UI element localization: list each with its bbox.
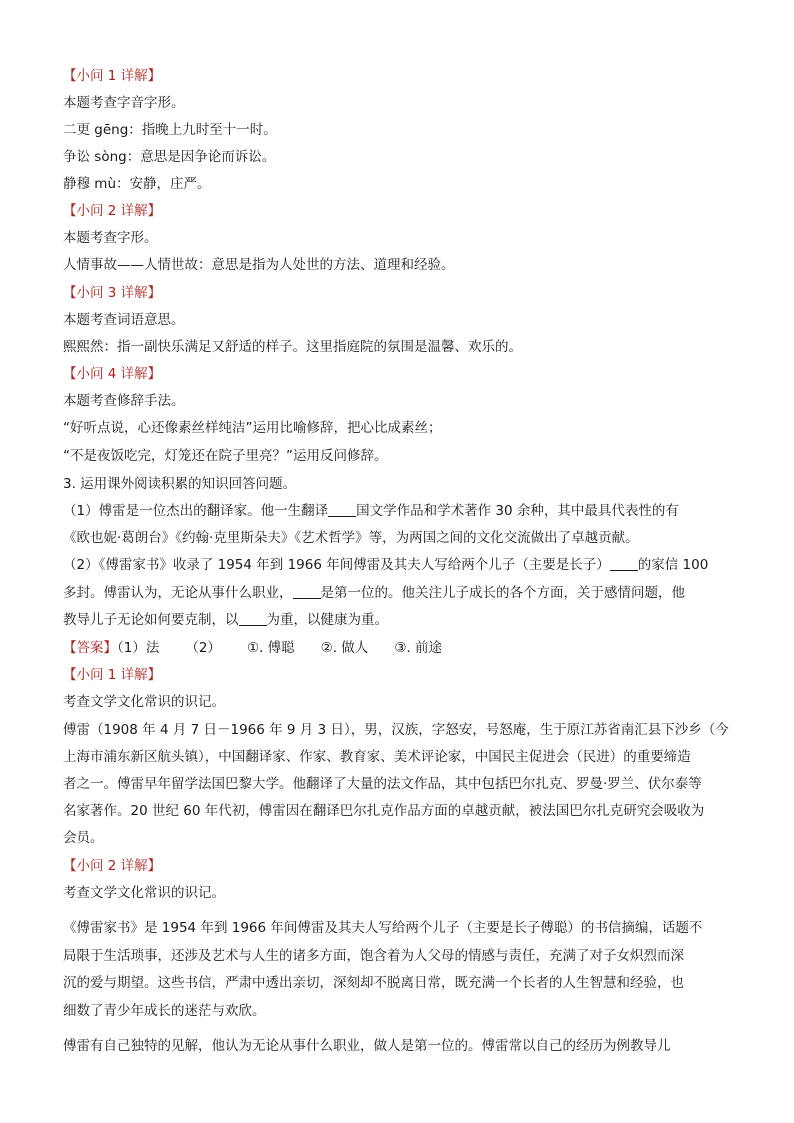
text-line: 人情事故——人情世故：意思是指为人处世的方法、道理和经验。 <box>63 257 455 273</box>
paragraph-line: 《傅雷家书》是 1954 年到 1966 年间傅雷及其夫人写给两个儿子（主要是长子傅聪）的书信摘编，话题不 <box>63 920 703 936</box>
text-line: 二更 gēng：指晚上九时至十一时。 <box>63 122 277 138</box>
text-line: 本题考查修辞手法。 <box>63 393 185 409</box>
text-line: 本题考查字音字形。 <box>63 95 185 111</box>
fill-blank <box>610 556 638 571</box>
text-line: “好听点说，心还像素丝样纯洁”运用比喻修辞，把心比成素丝； <box>63 420 442 436</box>
text-line: 争讼 sòng：意思是因争论而诉讼。 <box>63 149 276 165</box>
text-line: 静穆 mù：安静，庄严。 <box>63 176 211 192</box>
section-heading-q2: 【小问 2 详解】 <box>63 203 162 219</box>
paragraph-line: 细数了青少年成长的迷茫与欢欣。 <box>63 1003 266 1019</box>
text-line: 本题考查词语意思。 <box>63 312 185 328</box>
paragraph-line: 傅雷有自己独特的见解，他认为无论从事什么职业，做人是第一位的。傅雷常以自己的经历为例教导儿 <box>63 1038 671 1054</box>
text-line: 熙熙然：指一副快乐满足又舒适的样子。这里指庭院的氛围是温馨、欢乐的。 <box>63 339 522 355</box>
answer-2-3: ③. 前途 <box>394 640 442 656</box>
paragraph-line: 局限于生活琐事，还涉及艺术与人生的诸多方面，饱含着为人父母的情感与责任，充满了对子女炽烈而深 <box>63 948 684 964</box>
paragraph-line: 上海市浦东新区航头镇），中国翻译家、作家、教育家、美术评论家，中国民主促进会（民进）的重要缔造 <box>63 749 691 765</box>
question-3-title: 3. 运用课外阅读积累的知识回答问题。 <box>63 476 297 492</box>
section-heading-q3: 【小问 3 详解】 <box>63 285 162 301</box>
text-segment: 国文学作品和学术著作 30 余种，其中最具代表性的有 <box>356 503 679 519</box>
text-segment: 多封。傅雷认为，无论从事什么职业， <box>63 585 293 601</box>
paragraph-line: 名家著作。20 世纪 60 年代初，傅雷因在翻译巴尔扎克作品方面的卓越贡献，被法国巴尔扎克研究会吸收为 <box>63 803 705 819</box>
section-heading-q1-detail: 【小问 1 详解】 <box>63 667 162 683</box>
section-heading-q4: 【小问 4 详解】 <box>63 366 162 382</box>
text-line: 本题考查字形。 <box>63 230 158 246</box>
fill-blank <box>239 611 267 626</box>
question-line <box>63 501 679 521</box>
text-segment: 为重，以健康为重。 <box>266 612 388 628</box>
answer-line <box>63 638 442 658</box>
text-line: 《欧也妮·葛朗台》《约翰·克里斯朵夫》《艺术哲学》等，为两国之间的文化交流做出了卓越贡献。 <box>63 530 639 546</box>
answer-2: （2） <box>185 640 221 656</box>
question-line <box>63 583 685 603</box>
text-line: 考查文学文化常识的识记。 <box>63 885 225 901</box>
answer-2-2: ②. 做人 <box>320 640 369 656</box>
fill-blank <box>293 584 321 599</box>
fill-blank <box>328 502 356 517</box>
section-heading-q2-detail: 【小问 2 详解】 <box>63 858 162 874</box>
paragraph-line: 傅雷（1908 年 4 月 7 日－1966 年 9 月 3 日），男，汉族，字怒安，号怒庵，生于原江苏省南汇县下沙乡（今 <box>63 722 729 738</box>
text-segment: （2）《傅雷家书》收录了 1954 年到 1966 年间傅雷及其夫人写给两个儿子（主要是长子） <box>63 557 610 573</box>
question-line <box>63 555 708 575</box>
text-segment: （1）傅雷是一位杰出的翻译家。他一生翻译 <box>63 503 329 519</box>
paragraph-line: 者之一。傅雷早年留学法国巴黎大学。他翻译了大量的法文作品，其中包括巴尔扎克、罗曼·罗兰、伏尔泰等 <box>63 776 702 792</box>
paragraph-line: 沉的爱与期望。这些书信，严肃中透出亲切，深刻却不脱离日常，既充满一个长者的人生智慧和经验，也 <box>63 975 684 991</box>
text-segment: 教导儿子无论如何要克制，以 <box>63 612 239 628</box>
text-line: 考查文学文化常识的识记。 <box>63 694 225 710</box>
answer-label: 【答案】 <box>63 640 117 656</box>
question-line <box>63 610 388 630</box>
section-heading-q1: 【小问 1 详解】 <box>63 68 162 84</box>
text-line: “不是夜饭吃完，灯笼还在院子里亮？”运用反问修辞。 <box>63 448 388 464</box>
answer-2-1: ①. 傅聪 <box>246 640 295 656</box>
text-segment: 的家信 100 <box>637 557 709 573</box>
paragraph-line: 会员。 <box>63 830 104 846</box>
answer-1: （1）法 <box>117 640 160 656</box>
text-segment: 是第一位的。他关注儿子成长的各个方面，关于感情问题，他 <box>320 585 685 601</box>
